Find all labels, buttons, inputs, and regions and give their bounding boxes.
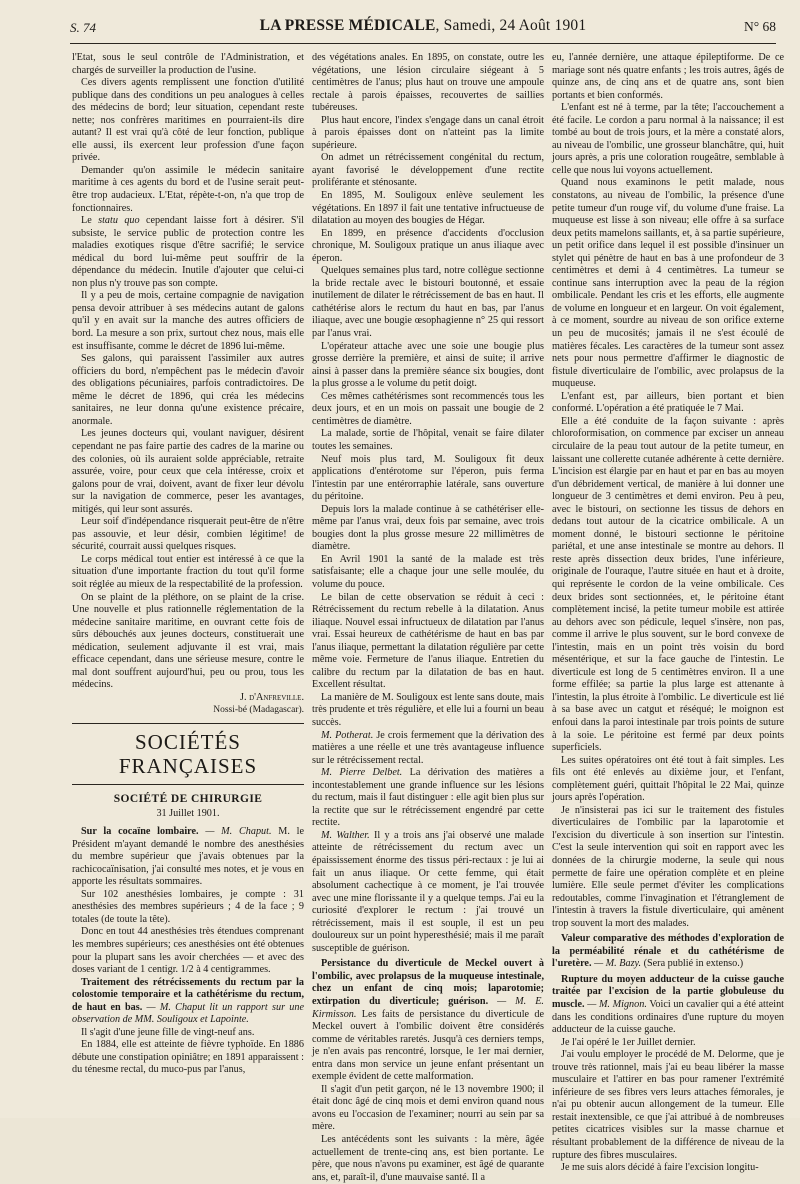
society-heading: SOCIÉTÉ DE CHIRURGIE	[113, 792, 263, 805]
issue-date: , Samedi, 24 Août 1901	[435, 17, 587, 34]
communication: Traitement des rétrécissements du rectum par la colostomie temporaire et la cathétérisme du rectum, de haut en bas. — M. Chaput lit un rapport sur une observation de MM. Souligoux et Lapointe.	[72, 976, 305, 1026]
paragraph: Donc en tout 44 anesthésies très étendues comprenant les membres supérieurs; ces anesthésies ont été obtenues pour la plupart sans les avoir cherchées — et avec des doses variant de 1 centigr. 1/2 à 4 centigrammes.	[72, 926, 304, 976]
journal-title: LA PRESSE MÉDICALE	[259, 17, 436, 34]
paragraph: On admet un rétrécissement congénital du rectum, ayant favorisé le développement d'une rectite proliférante et sténosante.	[312, 152, 544, 189]
paragraph: Le corps médical tout entier est intéressé à ce que la situation d'une importante fraction du tout qu'il forme soit réglée au mieux de la respectabilité de la profession.	[72, 553, 304, 590]
paragraph: M. Potherat. Je crois fermement que la dérivation des matières a une réelle et une très avantageuse influence sur le rétrécissement rectal.	[312, 729, 545, 766]
issue-number: N° 68	[743, 19, 776, 34]
paragraph: L'enfant est né à terme, par la tête; l'accouchement a été facile. Le cordon a paru normal à la naissance; il est tombé au bout de trois jours, et la mère a constaté alors, au niveau de l'ombilic, une grosseur blanchâtre, qui, huit jours après, a pris une coloration rougeâtre, semblable à celle que nous lui voyons actuellement.	[552, 102, 784, 176]
communication: Sur la cocaïne lombaire. — M. Chaput. M. le Président m'ayant demandé le nombre des anesthésies du membre supérieur que j'avais obtenues par la rachicocaïnisation, j'ai consulté mes notes, et je vous en apporte les résultats sommaires.	[72, 826, 305, 888]
paragraph: L'opérateur attache avec une soie une bougie plus grosse derrière la première, et ainsi de suite; il arrive ainsi à passer dans la première séance six bougies, dont la plus grosse a le volume du petit doigt.	[312, 340, 544, 390]
paragraph: des végétations anales. En 1895, on constate, outre les végétations, une lésion circulaire siégeant à 5 centimètres de l'anus; plus haut on trouve une ampoule rectale à parois épaisses, recouvertes de saillies tubéreuses.	[312, 52, 544, 114]
paragraph: eu, l'année dernière, une attaque épileptiforme. De ce mariage sont nés quatre enfants ; les trois autres, âgés de quinze ans, de cinq ans et de quatre ans, sont bien portants et bien conformés.	[552, 52, 784, 101]
paragraph: J'ai voulu employer le procédé de M. Delorme, que je trouve très rationnel, mais j'ai eu beau libérer la masse musculaire et l'attirer en bas pour ramener l'extrémité inférieure de ses fibres vers leurs attaches fémorales, je n'ai pu obtenir aucun allongement de la tumeur. Elle restait inextensible, ce que j'ai attribué à de nombreuses petites cicatrices visibles sur la masse charnue et résultant probablement de la différence de niveau de la rupture des fibres musculaires.	[552, 1049, 784, 1161]
paragraph: Ces mêmes cathétérismes sont recommencés tous les deux jours, et en un mois on passait une bougie de 2 centimètres de diamètre.	[312, 390, 544, 427]
column-1	[72, 52, 304, 1110]
author-signature: J. d'Anfreville.	[240, 691, 304, 703]
paragraph: Les suites opératoires ont été tout à fait simples. Les fils ont été enlevés au dixième jour, et l'enfant, complètement guéri, quittait l'hôpital le 22 Mai, quinze jours après l'opération.	[552, 754, 784, 804]
paragraph: Ses galons, qui paraissent l'assimiler aux autres officiers du bord, n'empêchent pas le médecin d'avoir des obligations pécuniaires, parfois contradictoires. De même le décret de 1896, qui créa les médecins sanitaires, ne leur donna qu'une existence précaire, anormale.	[72, 353, 304, 427]
author-location: Nossi-bé (Madagascar).	[213, 705, 304, 716]
paragraph: Il s'agit d'un petit garçon, né le 13 novembre 1900; il était donc âgé de cinq mois et demi environ quand nous avons eu l'occasion de l'examiner; nourri au sein par sa mère.	[312, 1083, 544, 1133]
paragraph: L'enfant est, par ailleurs, bien portant et bien conformé. L'opération a été pratiquée le 7 Mai.	[552, 390, 784, 415]
paragraph: La malade, sortie de l'hôpital, venait se faire dilater toutes les semaines.	[312, 428, 544, 452]
paragraph: Le statu quo cependant laisse fort à désirer. S'il subsiste, le service public de protection contre les maladies exotiques risque d'être sacrifié; le service médical du bord lui-même peut souffrir de la dépendance du médecin. Inutile d'ajouter que celui-ci non plus n'y trouve pas son compte.	[72, 215, 304, 289]
paragraph: Les jeunes docteurs qui, voulant naviguer, désirent cependant ne pas faire partie des cadres de la marine ou des colonies, où ils auraient solde appréciable, retraite assurée, voire, pour ceux que cela intéresse, croix et galons pour de vrai, doivent, avant de fixer leur dévolu sur la navigation de commerce, peser les avantages, mitigés, qui leur sont assurés.	[72, 428, 304, 515]
column-2	[312, 52, 545, 1183]
paragraph: Demander qu'on assimile le médecin sanitaire maritime à ces agents du bord et de l'usine serait peut-être trop audacieux. L'Etat, répète-t-on, n'a que trop de fonctionnaires.	[72, 164, 304, 214]
page-header	[70, 14, 776, 40]
paragraph: Il s'agit d'une jeune fille de vingt-neuf ans.	[81, 1026, 255, 1038]
paragraph: En 1895, M. Souligoux enlève seulement les végétations. En 1897 il fait une tentative infructueuse de dilatation au moyen des bougies de Hégar.	[312, 190, 544, 227]
paragraph: l'Etat, sous le seul contrôle de l'Administration, et chargés de surveiller la production de l'usine.	[72, 52, 304, 76]
paragraph: On se plaint de la pléthore, on se plaint de la crise. Une nouvelle et plus rationnelle réglementation de la médecine sanitaire maritime, en ouvrant cette fois de sûrs débouchés aux jeunes docteurs, constituerait une médication, seulement adjuvante il est vrai, mais efficace cependant, dans une sérieuse mesure, contre le mal dont souffrent aujourd'hui, peu ou prou, tous les médecins.	[72, 591, 304, 691]
page-label: S. 74	[70, 20, 96, 35]
section-heading: SOCIÉTÉS FRANÇAISES	[118, 729, 258, 778]
column-3	[552, 52, 784, 1174]
header-rule	[70, 43, 776, 44]
paragraph: Elle a été conduite de la façon suivante : après chloroformisation, on commence par exciser un anneau circulaire de la peau tout autour de la petite tumeur, en laissant une collerette cutanée adhérente à cette dernière. L'incision est élargie par en haut et par en bas au moyen d'un débridement vertical, de manière à lui donner une longueur de 3 centimètres et demi environ. Peu à peu, avec le bistouri, on sectionne les tissus de dehors en dedans tout autour de la cicatrice ombilicale. A un moment donné, le bistouri sectionne le péritoine pariétal, et une anse intestinale se montre au dehors. Il reste après dissection deux brides, l'une inférieure, originale de l'ouraque, l'autre située en haut et à droite, qui représente le cordon de la veine ombilicale. Ces deux brides sont sectionnées, et, le péritoine étant complètement incisé, la petite tumeur mobile est attirée au dehors avec son pédicule, lequel s'insère, non pas, comme il arrive le plus souvent, sur le bord convexe de l'intestin, mais en un point très voisin du bord mésentérique, et sur la face gauche de l'intestin. Le diverticule est long de 5 centimètres environ. Il a une forme effilée; sa partie la plus large est attenante à l'intestin, la plus étroite à l'ombilic. Le diverticule est lié à sa base avec un catgut et réséqué; le moignon est enfoui dans la paroi intestinale par trois points de suture à la soie. Le péritoine est fermé par deux points superficiels.	[552, 415, 784, 754]
communication: Rupture du moyen adducteur de la cuisse gauche traitée par l'excision de la partie globuleuse du muscle. — M. Mignon. Voici un cavalier qui a été atteint dans les conditions ordinaires d'une rupture du moyen adducteur de la cuisse gauche.	[552, 973, 784, 1036]
paragraph: Plus haut encore, l'index s'engage dans un canal étroit à parois épaisses dont on n'atteint pas la limite supérieure.	[312, 114, 544, 151]
paragraph: Je n'insisterai pas ici sur le traitement des fistules diverticulaires de l'ombilic par la laparotomie et l'excision du diverticule à son insertion sur l'intestin. C'est la seule intervention qui soit en rapport avec les données de la chirurgie moderne, la seule qui nous permette de faire une opération complète et en pleine lumière. Elle seule permet d'éviter les complications redoutables, comme l'invagination et l'étranglement de l'intestin à travers la fistule diverticulaire, qui amènent trop souvent la mort des malades.	[552, 804, 784, 929]
paragraph: Sur 102 anesthésies lombaires, je compte : 31 anesthésies des membres supérieurs ; 4 de la face ; 9 totales (de toute la tête).	[72, 888, 304, 925]
paragraph: La manière de M. Souligoux est lente sans doute, mais très prudente et très régulière, et elle lui a fourni un beau succès.	[312, 691, 544, 728]
paragraph: Quelques semaines plus tard, notre collègue sectionne la bride rectale avec le bistouri boutonné, et essaie inutilement de dilater le rétrécissement de bas en haut. Il cathétérise alors le rectum du haut en bas, par l'anus iliaque, avec une bougie œsophagienne n° 25 qui ressort par l'anus vrai.	[312, 265, 544, 340]
paragraph: M. Walther. Il y a trois ans j'ai observé une malade atteinte de rétrécissement du rectum avec un épaississement énorme des tissus péri-rectaux : je lui ai fait un anus iliaque. Or cette femme, qui était absolument cachectique à ce moment, je l'ai trouvée avec une mine florissante il y a quelque temps. J'ai eu la curiosité d'explorer le rectum : j'ai trouvé un rétrécissement, mais il est souple, il est un peu douloureux sur un point hyperesthésié; mais il me paraît susceptible de guérison.	[312, 829, 544, 954]
paragraph: Je l'ai opéré le 1er Juillet dernier.	[561, 1036, 696, 1048]
paragraph: Depuis lors la malade continue à se cathétériser elle-même par l'anus vrai, deux fois par semaine, avec trois bougies dont la plus grosse mesure 22 millimètres de diamètre.	[312, 503, 544, 553]
paragraph: Le bilan de cette observation se réduit à ceci : Rétrécissement du rectum rebelle à la dilatation. Anus iliaque. Nouvel essai infructueux de dilatation par l'anus vrai. Essai heureux de cathétérisme de haut en bas par l'anus iliaque, permettant la dilatation régulière par cette même voie. Fermeture de l'anus iliaque. Entretien du calibre du rectum par la dilatation de bas en haut. Excellent résultat.	[312, 591, 544, 691]
section-divider	[72, 784, 304, 785]
communication: Valeur comparative des méthodes d'exploration de la perméabilité rénale et du cathétérisme de l'uretère. — M. Bazy. (Sera publié in extenso.)	[552, 933, 784, 970]
paragraph: Il y a peu de mois, certaine compagnie de navigation pensa devoir attribuer à ses médecins autant de galons qu'il y en avait sur la manche des autres officiers de bord. La mesure a son prix, surtout chez nous, mais elle est insuffisante, comme le décret de 1896 lui-même.	[72, 290, 304, 352]
paragraph: M. Pierre Delbet. La dérivation des matières a incontestablement une grande influence sur les lésions du rectum, mais il faut distinguer : elle agit bien plus sur la rectite que sur le rétrécissement engendré par cette rectite.	[312, 767, 544, 829]
session-date: 31 Juillet 1901.	[156, 807, 220, 819]
paragraph: Quand nous examinons le petit malade, nous constatons, au niveau de l'ombilic, la présence d'une petite tumeur d'un rouge vif, du volume d'une fraise. La muqueuse est lisse à son niveau; elle offre à sa surface deux petits mamelons saillants, et, à sa partie supérieure, un petit orifice dans lequel il est possible d'insinuer un stylet qui pénètre de haut en bas à une profondeur de 3 centimètres et demi à 4 centimètres. La tumeur se continue sans interruption avec la peau de la région ombilicale. Pendant les cris et les efforts, elle augmente de volume en longueur et en largeur. On voit également, à ce moment, sourdre au niveau de son orifice externe un peu de mucosités; jamais il ne s'est écoulé de matières fécales. Les caractères de la tumeur sont assez nets pour nous permettre d'affirmer le diagnostic de fistule diverticulaire de l'ombilic, avec prolapsus de la muqueuse.	[552, 177, 784, 390]
paragraph: En 1899, en présence d'accidents d'occlusion chronique, M. Souligoux pratique un anus iliaque avec éperon.	[312, 227, 544, 264]
masthead	[70, 17, 776, 35]
communication: Persistance du diverticule de Meckel ouvert à l'ombilic, avec prolapsus de la muqueuse intestinale, chez un enfant de cinq mois; laparotomie; extirpation du diverticule; guérison. — M. E. Kirmisson. Les faits de persistance du diverticule de Meckel ouvert à l'ombilic doivent être considérés comme de véritables raretés. Jusqu'à ces derniers temps, je n'en avais pas rencontré, lorsque, le 1er mai dernier, entra dans mon service un jeune enfant présentant un exemple évident de cette malformation.	[312, 958, 544, 1083]
section-divider	[72, 723, 304, 724]
paragraph: Leur soif d'indépendance risquerait peut-être de n'être pas assouvie, et leur désir, combien légitime! de sécurité, courrait aussi quelques risques.	[72, 516, 304, 553]
paragraph: En Avril 1901 la santé de la malade est très satisfaisante; elle a chaque jour une selle moulée, du volume du pouce.	[312, 553, 544, 590]
paragraph: Je me suis alors décidé à faire l'excision longitu-	[561, 1162, 759, 1174]
paragraph: Neuf mois plus tard, M. Souligoux fit deux applications d'entérotome sur l'éperon, puis ferma l'intestin par une entérorraphie latérale, sans ouverture du péritoine.	[312, 453, 544, 503]
paragraph: En 1884, elle est atteinte de fièvre typhoïde. En 1886 débute une constipation opiniâtre; en 1891 apparaissent : du ténesme rectal, du muco-pus par l'anus,	[72, 1039, 304, 1076]
paragraph: Les antécédents sont les suivants : la mère, âgée actuellement de trente-cinq ans, est bien portante. Le père, que nous n'avons pu examiner, est âgé de quarante ans, et, paraît-il, d'une mauvaise santé. Il a	[312, 1134, 544, 1183]
paragraph: Ces divers agents remplissent une fonction d'utilité publique dans des conditions un peu analogues à celles des médecins de bord; leur situation, cependant reste nette; nos confrères maritimes en pourraient-ils dire autant? Il est vrai qu'à côté de leur fonction, publique elle aussi, ils exercent leur profession d'une façon privée.	[72, 77, 304, 164]
